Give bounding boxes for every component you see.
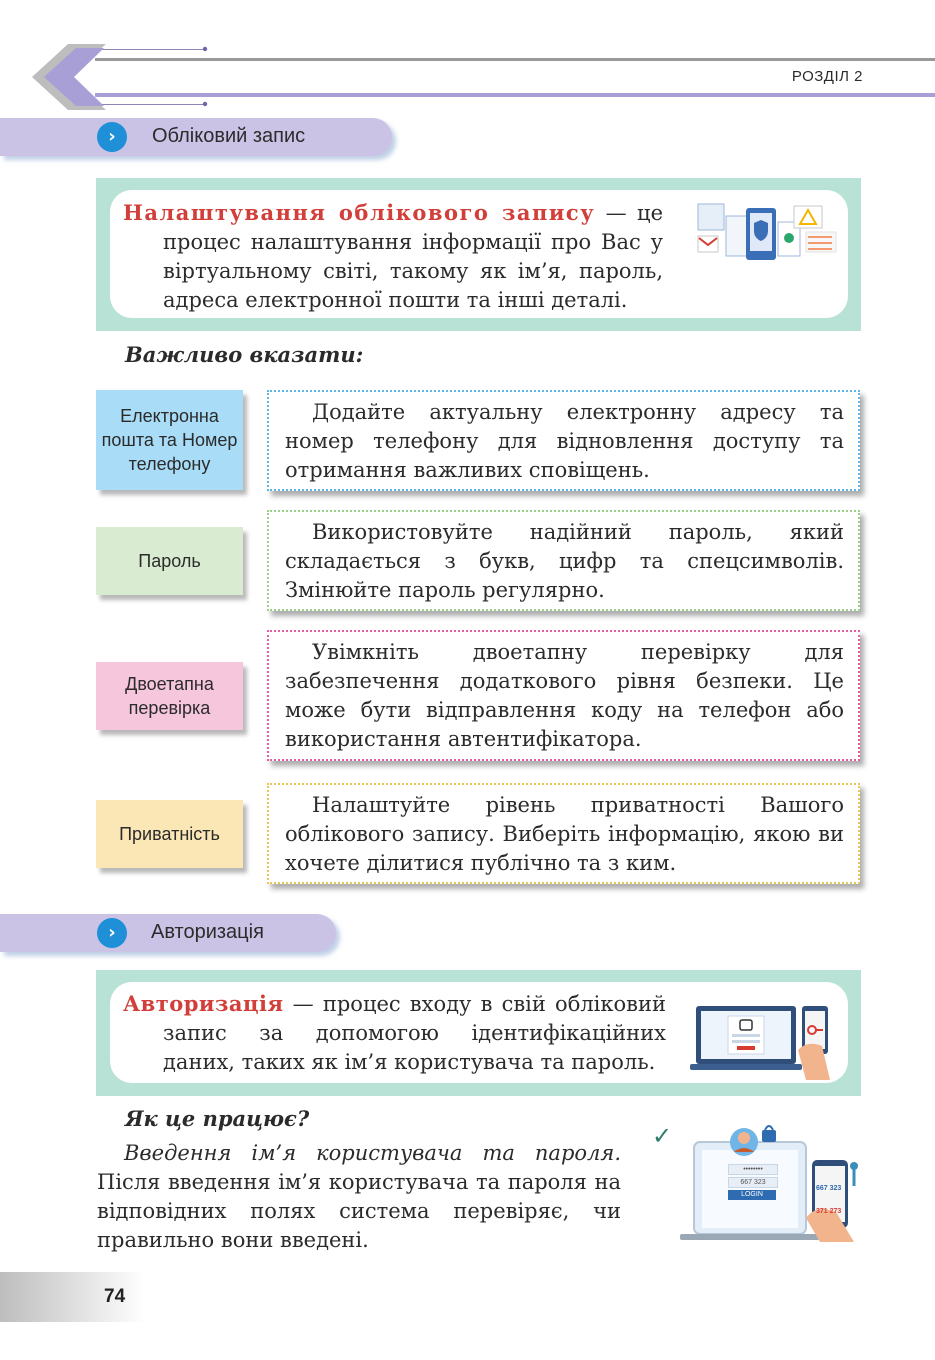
definition-term: Авторизація <box>123 991 284 1016</box>
how-paragraph <box>97 1139 621 1255</box>
header-thin-rule <box>95 104 205 105</box>
section-title: Авторизація <box>151 921 264 943</box>
how-heading: Як це працює? <box>125 1106 310 1131</box>
header-dots <box>202 46 208 108</box>
login-laptop-phone-illustration <box>690 1000 840 1082</box>
item-text: Використовуйте надійний пароль, який складається з букв, цифр та спецсимволів. Змінюйте пароль регулярно. <box>285 520 844 602</box>
definition-term: Налаштування облікового запису <box>123 200 596 225</box>
label-email-phone: Електронна пошта та Номер телефону <box>96 390 243 490</box>
how-lead: Введення ім’я користувача та пароля. <box>124 1141 621 1165</box>
label-password: Пароль <box>96 527 243 595</box>
checkmark-icon: ✓ <box>652 1122 673 1150</box>
login-button: LOGIN <box>728 1190 776 1200</box>
account-settings-illustration <box>688 198 840 270</box>
definition-text <box>123 198 663 315</box>
header-rule-bottom <box>95 93 935 97</box>
label-privacy: Приватність <box>96 800 243 868</box>
item-card-two-step <box>267 630 860 761</box>
important-heading: Важливо вказати: <box>125 342 364 367</box>
item-text: Налаштуйте рівень приватності Вашого облікового запису. Виберіть інформацію, якою ви хочете ділитися публічно та з ким. <box>285 793 844 875</box>
phone-hand-illustration <box>806 1158 866 1242</box>
item-text: Увімкніть двоетапну перевірку для забезпечення додаткового рівня безпеки. Це може бути відправлення коду на телефон або використання автентифікатора. <box>285 640 844 751</box>
password-field: 667 323 <box>728 1177 778 1188</box>
label-two-step: Двоетапна перевірка <box>96 662 243 730</box>
phone-code: 667 323 <box>816 1185 842 1192</box>
section-title: Обліковий запис <box>152 125 306 147</box>
username-field: •••••••• <box>728 1164 778 1175</box>
header-thin-rule <box>95 49 205 50</box>
chevron-right-icon: › <box>97 122 127 152</box>
item-card-password <box>267 510 860 611</box>
page-number: 74 <box>104 1286 126 1307</box>
definition-text <box>123 989 666 1077</box>
item-text: Додайте актуальну електронну адресу та номер телефону для відновлення доступу та отримання важливих сповіщень. <box>285 400 844 482</box>
definition-body: — процес входу в свій обліковий запис за допомогою ідентифікаційних даних, таких як ім’я користувача та пароль. <box>163 992 666 1074</box>
chevron-right-icon: › <box>97 918 127 948</box>
item-card-email-phone <box>267 390 860 491</box>
how-text: Після введення ім’я користувача та пароля на відповідних полях система перевіряє, чи правильно вони введені. <box>97 1170 621 1252</box>
phone-code: 371 273 <box>816 1208 842 1215</box>
item-card-privacy <box>267 783 860 884</box>
section-label: РОЗДІЛ 2 <box>791 68 863 85</box>
header-chevron-icon <box>28 42 108 112</box>
definition-body: — це процес налаштування інформації про Вас у віртуальному світі, такому як ім’я, пароль, адреса електронної пошти та інші деталі. <box>163 201 663 312</box>
header-rule-top <box>95 58 935 61</box>
